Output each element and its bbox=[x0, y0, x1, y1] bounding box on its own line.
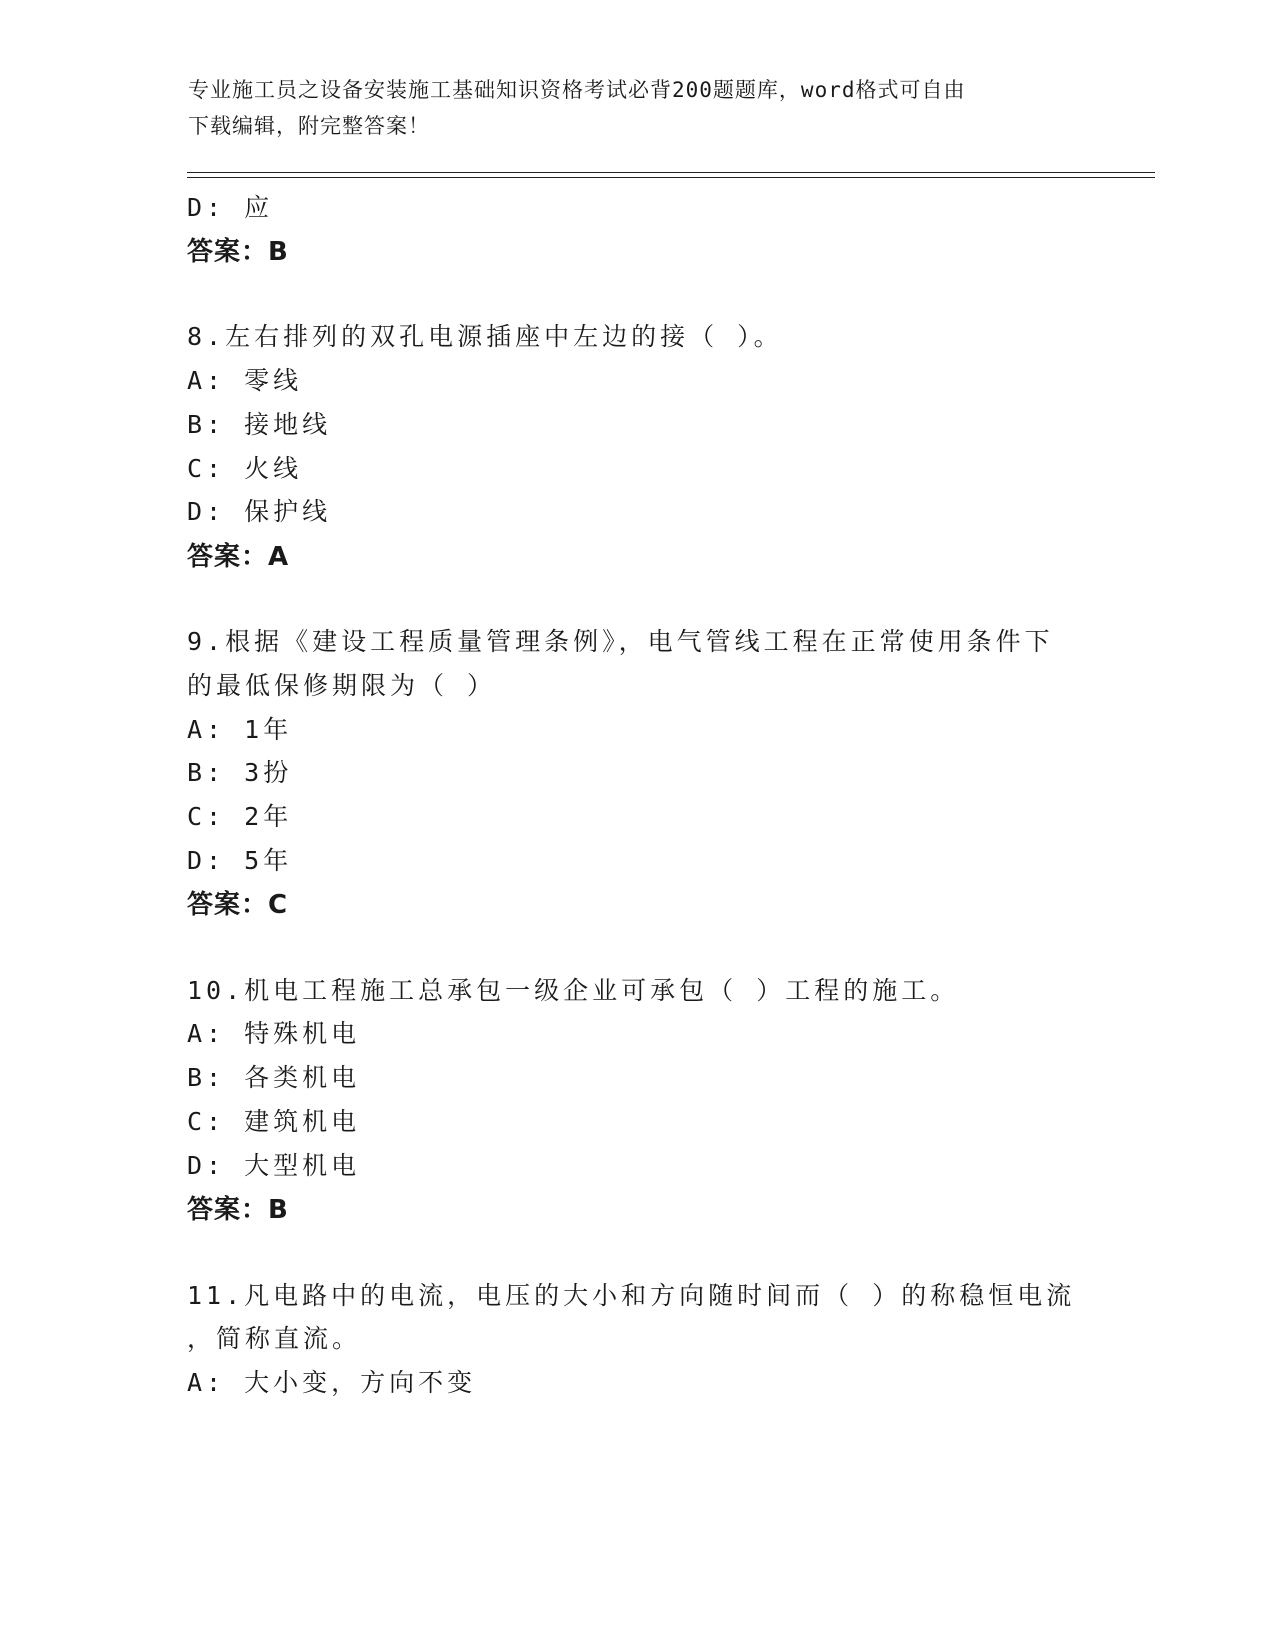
header-divider-top bbox=[187, 172, 1155, 173]
option-c: C: 建筑机电 bbox=[187, 1107, 361, 1136]
option-d: D: 5年 bbox=[187, 846, 293, 875]
answer-label: 答案：B bbox=[187, 237, 289, 267]
option-b: B: 3扮 bbox=[187, 758, 293, 787]
header-title-line2: 下载编辑，附完整答案！ bbox=[188, 114, 430, 138]
question-stem-line2: ，简称直流。 bbox=[187, 1324, 362, 1353]
header-divider-bottom bbox=[187, 177, 1155, 178]
header-title-line1: 专业施工员之设备安装施工基础知识资格考试必背200题题库，word格式可自由 bbox=[188, 78, 966, 102]
option-a: A: 零线 bbox=[187, 366, 303, 395]
question-stem: 8.左右排列的双孔电源插座中左边的接（ ）。 bbox=[187, 322, 783, 351]
option-d: D: 大型机电 bbox=[187, 1151, 361, 1180]
option-a: A: 1年 bbox=[187, 715, 293, 744]
question-stem-line1: 11.凡电路中的电流，电压的大小和方向随时间而（ ）的称稳恒电流 bbox=[187, 1281, 1076, 1310]
option-b: B: 各类机电 bbox=[187, 1063, 361, 1092]
option-d: D: 保护线 bbox=[187, 497, 332, 526]
question-stem-line2: 的最低保修期限为（ ） bbox=[187, 671, 497, 700]
option-c: C: 火线 bbox=[187, 454, 303, 483]
option-a: A: 特殊机电 bbox=[187, 1019, 361, 1048]
question-stem: 10.机电工程施工总承包一级企业可承包（ ）工程的施工。 bbox=[187, 976, 960, 1005]
answer-label: 答案：A bbox=[187, 542, 290, 572]
option-b: B: 接地线 bbox=[187, 410, 332, 439]
question-stem-line1: 9.根据《建设工程质量管理条例》，电气管线工程在正常使用条件下 bbox=[187, 627, 1054, 656]
option-c: C: 2年 bbox=[187, 802, 293, 831]
answer-label: 答案：B bbox=[187, 1195, 289, 1225]
option-a: A: 大小变，方向不变 bbox=[187, 1368, 477, 1397]
answer-label: 答案：C bbox=[187, 890, 289, 920]
option-d: D: 应 bbox=[187, 193, 274, 222]
